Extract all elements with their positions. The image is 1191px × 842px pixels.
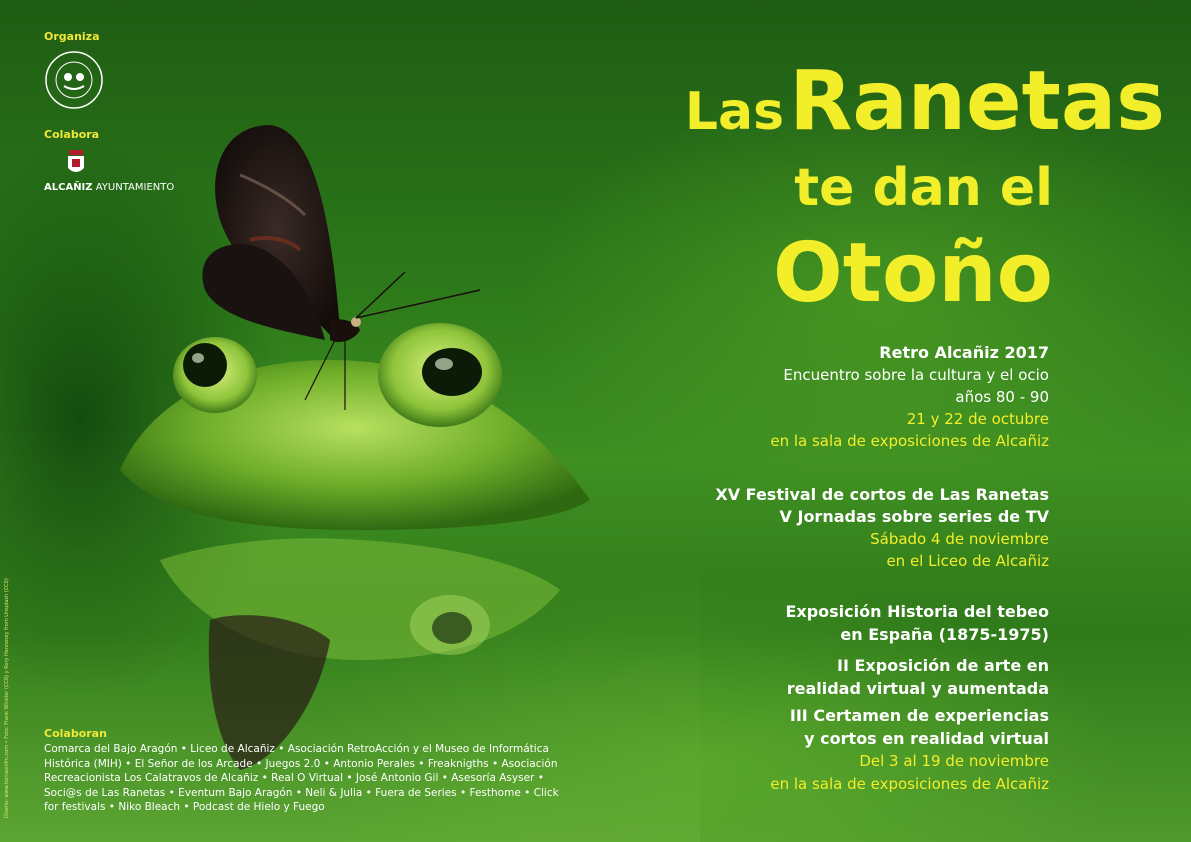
organiza-label: Organiza [44, 30, 100, 43]
page-title-line3: Otoño [773, 226, 1053, 321]
colabora-label: Colabora [44, 128, 100, 141]
alcaniz-coat-of-arms-icon [66, 148, 86, 178]
alcaniz-ayuntamiento-logo [44, 182, 174, 193]
ayuntamiento-text: AYUNTAMIENTO [95, 182, 175, 193]
colaboran-label: Colaboran [44, 727, 107, 740]
page-title-line1 [685, 52, 1165, 174]
event3-date: Del 3 al 19 de noviembre [859, 752, 1049, 770]
event-retro-alcaniz [770, 342, 1049, 452]
event1-title: Retro Alcañiz 2017 [879, 343, 1049, 362]
alcaniz-brand: ALCAÑIZ [44, 182, 93, 193]
photo-credit: Diseño: www.tierrasinfin.com • Foto: Frank Winkler (CC0) y Rory Hennessy from Unsplash (CC0) [4, 578, 10, 818]
event3-title4: realidad virtual y aumentada [786, 679, 1049, 698]
event2-place: en el Liceo de Alcañiz [886, 552, 1049, 570]
event3-title2: en España (1875-1975) [840, 625, 1049, 644]
title-las: Las [684, 82, 785, 142]
event-exposiciones [770, 600, 1049, 796]
las-ranetas-logo [44, 50, 104, 110]
event3-title6: y cortos en realidad virtual [804, 729, 1049, 748]
event3-title3: II Exposición de arte en [837, 656, 1049, 675]
event2-date: Sábado 4 de noviembre [870, 530, 1049, 548]
event2-title1: XV Festival de cortos de Las Ranetas [715, 485, 1049, 504]
event1-decades: años 80 - 90 [955, 388, 1049, 406]
event2-title2: V Jornadas sobre series de TV [779, 507, 1049, 526]
event1-date: 21 y 22 de octubre [906, 410, 1049, 428]
page-title-line2: te dan el [794, 158, 1053, 218]
event3-title1: Exposición Historia del tebeo [785, 602, 1049, 621]
colaboran-list: Comarca del Bajo Aragón • Liceo de Alcañiz • Asociación RetroAcción y el Museo de Informática Histórica (MIH) • El Señor de los Arcade • Juegos 2.0 • Antonio Perales • Freaknigths • Asociación Recreacionista Los Calatravos de Alcañiz • Real O Virtual • José Antonio Gil • Asesoría Asyser • Soci@s de Las Ranetas • Eventum Bajo Aragón • Neli & Julia • Fuera de Series • Festhome • Click for festivals • Niko Bleach • Podcast de Hielo y Fuego [44, 743, 559, 813]
title-ranetas: Ranetas [789, 54, 1165, 149]
event3-place: en la sala de exposiciones de Alcañiz [770, 775, 1049, 793]
event1-place: en la sala de exposiciones de Alcañiz [770, 432, 1049, 450]
event-festival-cortos [715, 484, 1049, 572]
event1-description: Encuentro sobre la cultura y el ocio [783, 366, 1049, 384]
event3-title5: III Certamen de experiencias [789, 706, 1049, 725]
